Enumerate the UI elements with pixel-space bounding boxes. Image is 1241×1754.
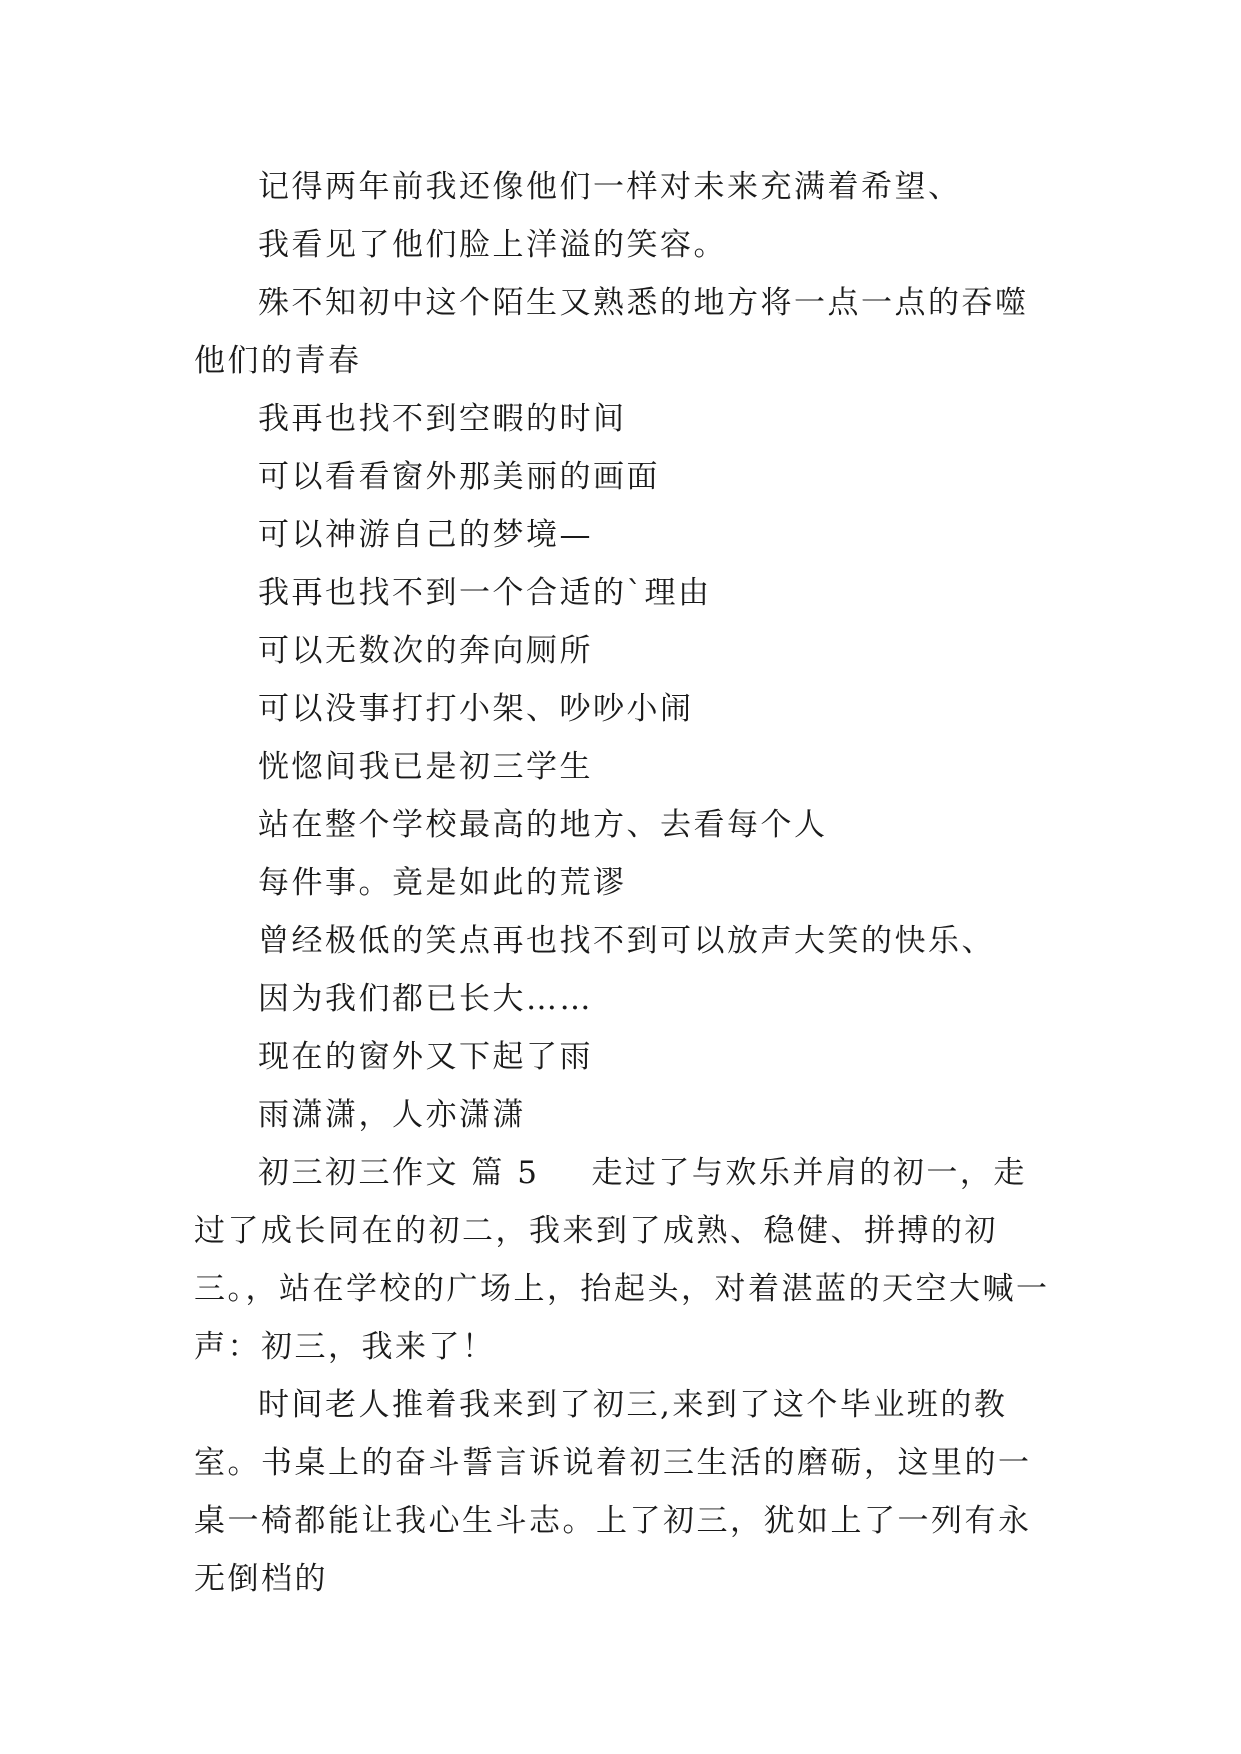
text-line-15: 现在的窗外又下起了雨 xyxy=(258,1039,593,1075)
text-line-9: 可以没事打打小架、吵吵小闹 xyxy=(258,691,694,727)
text-line-2: 我看见了他们脸上洋溢的笑容。 xyxy=(258,227,727,263)
text-line-1: 记得两年前我还像他们一样对未来充满着希望、 xyxy=(258,169,962,205)
text-line-4: 我再也找不到空暇的时间 xyxy=(258,401,627,437)
text-line-7: 我再也找不到一个合适的`理由 xyxy=(258,575,712,611)
text-line-3: 殊不知初中这个陌生又熟悉的地方将一点一点的吞噬他们的青春 xyxy=(194,285,1029,379)
section-paragraph-2: 时间老人推着我来到了初三,来到了这个毕业班的教室。书桌上的奋斗誓言诉说着初三生活的磨砺，这里的一桌一椅都能让我心生斗志。上了初三，犹如上了一列有永无倒档的 xyxy=(194,1387,1032,1597)
text-line-12: 每件事。竟是如此的荒谬 xyxy=(258,865,627,901)
text-line-10: 恍惚间我已是初三学生 xyxy=(258,749,593,785)
text-line-8: 可以无数次的奔向厕所 xyxy=(258,633,593,669)
text-line-13: 曾经极低的笑点再也找不到可以放声大笑的快乐、 xyxy=(258,923,995,959)
text-line-16: 雨潇潇，人亦潇潇 xyxy=(258,1097,526,1133)
section-paragraph-1 xyxy=(194,1144,1054,1376)
text-line-11: 站在整个学校最高的地方、去看每个人 xyxy=(258,807,828,843)
section-paragraph-1-text: 走过了与欢乐并肩的初一，走过了成长同在的初二，我来到了成熟、稳健、拼搏的初三。，站在学校的广场上，抬起头，对着湛蓝的天空大喊一声：初三，我来了！ xyxy=(194,1155,1050,1365)
text-line-5: 可以看看窗外那美丽的画面 xyxy=(258,459,660,495)
section-heading: 初三初三作文 篇 5 xyxy=(258,1155,540,1191)
text-line-14: 因为我们都已长大…… xyxy=(258,981,593,1017)
document-body xyxy=(194,158,1054,1608)
text-line-6: 可以神游自己的梦境— xyxy=(258,517,593,553)
